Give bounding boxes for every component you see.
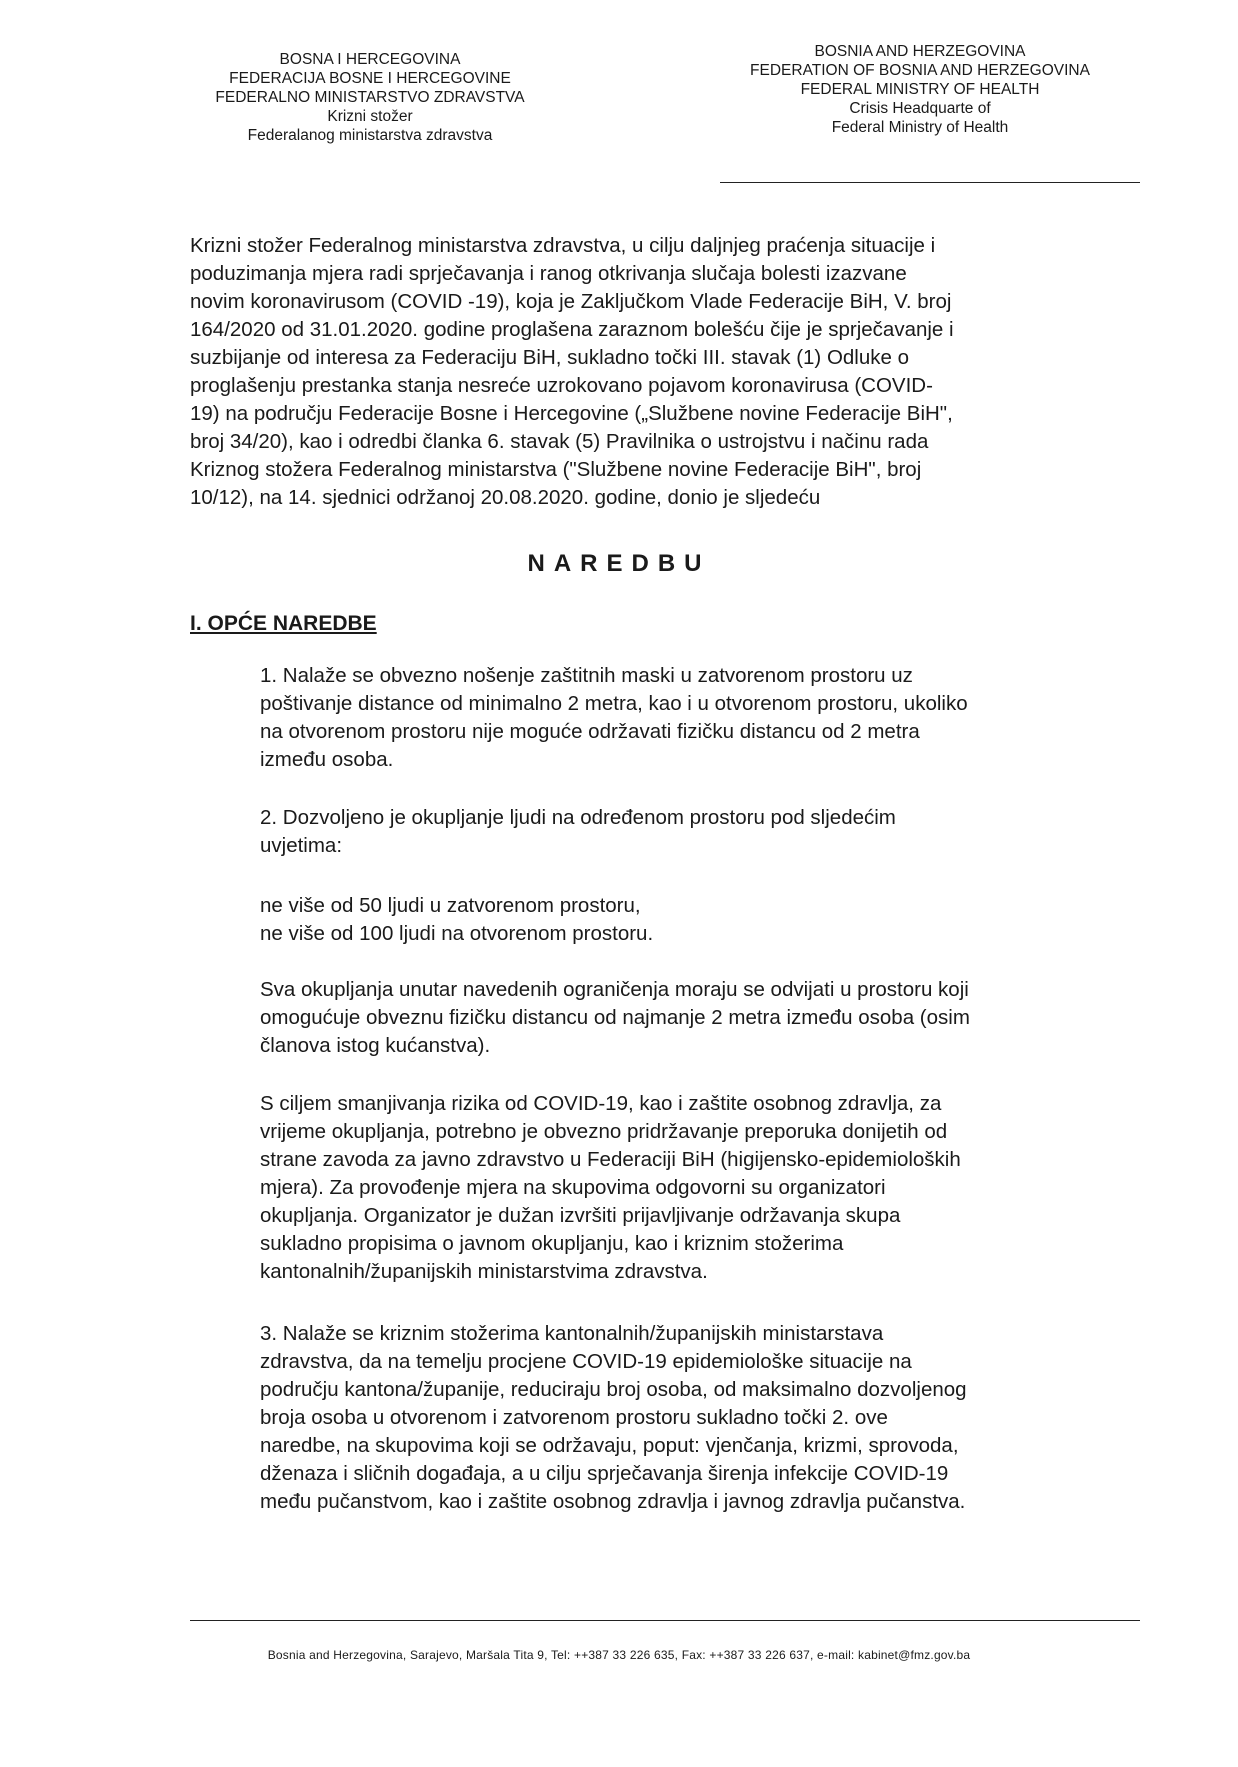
text-line: Krizni stožer Federalnog ministarstva zdravstva, u cilju daljnjeg praćenja situacije i (190, 234, 936, 257)
list-item: ne više od 50 ljudi u zatvorenom prostoru, (260, 894, 641, 917)
header-left-line: Krizni stožer (327, 108, 413, 125)
text-line: uvjetima: (260, 834, 343, 857)
text-line: 2. Dozvoljeno je okupljanje ljudi na određenom prostoru pod sljedećim (260, 806, 896, 829)
section-heading: I. OPĆE NAREDBE (190, 612, 377, 635)
order-item-2 (260, 804, 1130, 860)
text-line: 10/12), na 14. sjednici održanoj 20.08.2020. godine, donio je sljedeću (190, 486, 821, 509)
text-line: Kriznog stožera Federalnog ministarstva ("Službene novine Federacije BiH", broj (190, 458, 922, 481)
text-line: strane zavoda za javno zdravstvo u Federaciji BiH (higijensko-epidemioloških (260, 1148, 961, 1171)
text-line: Sva okupljanja unutar navedenih ograničenja moraju se odvijati u prostoru koji (260, 978, 969, 1001)
header-divider (720, 182, 1140, 183)
header-left-line: FEDERACIJA BOSNE I HERCEGOVINE (229, 70, 511, 87)
footer-contact: Bosnia and Herzegovina, Sarajevo, Maršala Tita 9, Tel: ++387 33 226 635, Fax: ++387 33 226 637, e-mail: kabinet@fmz.gov.ba (267, 1648, 971, 1662)
document-title: NAREDBU (527, 550, 711, 577)
header-left-line: FEDERALNO MINISTARSTVO ZDRAVSTVA (215, 89, 525, 106)
header-right (700, 42, 1140, 137)
text-line: sukladno propisima o javnom okupljanju, kao i kriznim stožerima (260, 1232, 844, 1255)
text-line: broj 34/20), kao i odredbi članka 6. stavak (5) Pravilnika o ustrojstvu i načinu rada (190, 430, 929, 453)
text-line: mjera). Za provođenje mjera na skupovima odgovorni su organizatori (260, 1176, 886, 1199)
text-line: poštivanje distance od minimalno 2 metra, kao i u otvorenom prostoru, ukoliko (260, 692, 968, 715)
text-line: dženaza i sličnih događaja, a u cilju sprječavanja širenja infekcije COVID-19 (260, 1462, 949, 1485)
order-item-3 (260, 1320, 1130, 1516)
header-right-line: Crisis Headquarte of (849, 100, 991, 117)
order-item-2-paragraph-2 (260, 1090, 1130, 1286)
text-line: na otvorenom prostoru nije moguće održavati fizičku distancu od 2 metra (260, 720, 920, 743)
header-right-line: BOSNIA AND HERZEGOVINA (814, 43, 1026, 60)
text-line: između osoba. (260, 748, 394, 771)
text-line: 1. Nalaže se obvezno nošenje zaštitnih maski u zatvorenom prostoru uz (260, 664, 913, 687)
header-right-line: FEDERATION OF BOSNIA AND HERZEGOVINA (750, 62, 1090, 79)
text-line: među pučanstvom, kao i zaštite osobnog zdravlja i javnog zdravlja pučanstva. (260, 1490, 966, 1513)
text-line: proglašenju prestanka stanja nesreće uzrokovano pojavom koronavirusa (COVID- (190, 374, 933, 397)
text-line: području kantona/županije, reduciraju broj osoba, od maksimalno dozvoljenog (260, 1378, 967, 1401)
text-line: novim koronavirusom (COVID -19), koja je Zaključkom Vlade Federacije BiH, V. broj (190, 290, 952, 313)
text-line: 164/2020 od 31.01.2020. godine proglašena zaraznom bolešću čije je sprječavanje i (190, 318, 954, 341)
text-line: zdravstva, da na temelju procjene COVID-19 epidemiološke situacije na (260, 1350, 912, 1373)
text-line: poduzimanja mjera radi sprječavanja i ranog otkrivanja slučaja bolesti izazvane (190, 262, 907, 285)
text-line: 19) na području Federacije Bosne i Hercegovine („Službene novine Federacije BiH", (190, 402, 953, 425)
text-line: vrijeme okupljanja, potrebno je obvezno pridržavanje preporuka donijetih od (260, 1120, 948, 1143)
text-line: omogućuje obveznu fizičku distancu od najmanje 2 metra između osoba (osim (260, 1006, 970, 1029)
text-line: suzbijanje od interesa za Federaciju BiH, sukladno točki III. stavak (1) Odluke o (190, 346, 909, 369)
text-line: 3. Nalaže se kriznim stožerima kantonalnih/županijskih ministarstava (260, 1322, 884, 1345)
header-left-line: BOSNA I HERCEGOVINA (279, 51, 461, 68)
intro-paragraph (190, 232, 1130, 512)
header-right-line: FEDERAL MINISTRY OF HEALTH (800, 81, 1040, 98)
text-line: članova istog kućanstva). (260, 1034, 491, 1057)
text-line: kantonalnih/županijskih ministarstvima zdravstva. (260, 1260, 708, 1283)
footer-divider (190, 1620, 1140, 1621)
order-item-1 (260, 662, 1130, 774)
order-item-2-paragraph-1 (260, 976, 1130, 1060)
header-left (160, 50, 580, 145)
text-line: broja osoba u otvorenom i zatvorenom prostoru sukladno točki 2. ove (260, 1406, 888, 1429)
order-item-2-list (260, 892, 1130, 948)
text-line: S ciljem smanjivanja rizika od COVID-19, kao i zaštite osobnog zdravlja, za (260, 1092, 942, 1115)
list-item: ne više od 100 ljudi na otvorenom prostoru. (260, 922, 654, 945)
header-left-line: Federalanog ministarstva zdravstva (247, 127, 493, 144)
header-right-line: Federal Ministry of Health (831, 119, 1009, 136)
text-line: okupljanja. Organizator je dužan izvršiti prijavljivanje održavanja skupa (260, 1204, 901, 1227)
text-line: naredbe, na skupovima koji se održavaju, poput: vjenčanja, krizmi, sprovoda, (260, 1434, 959, 1457)
